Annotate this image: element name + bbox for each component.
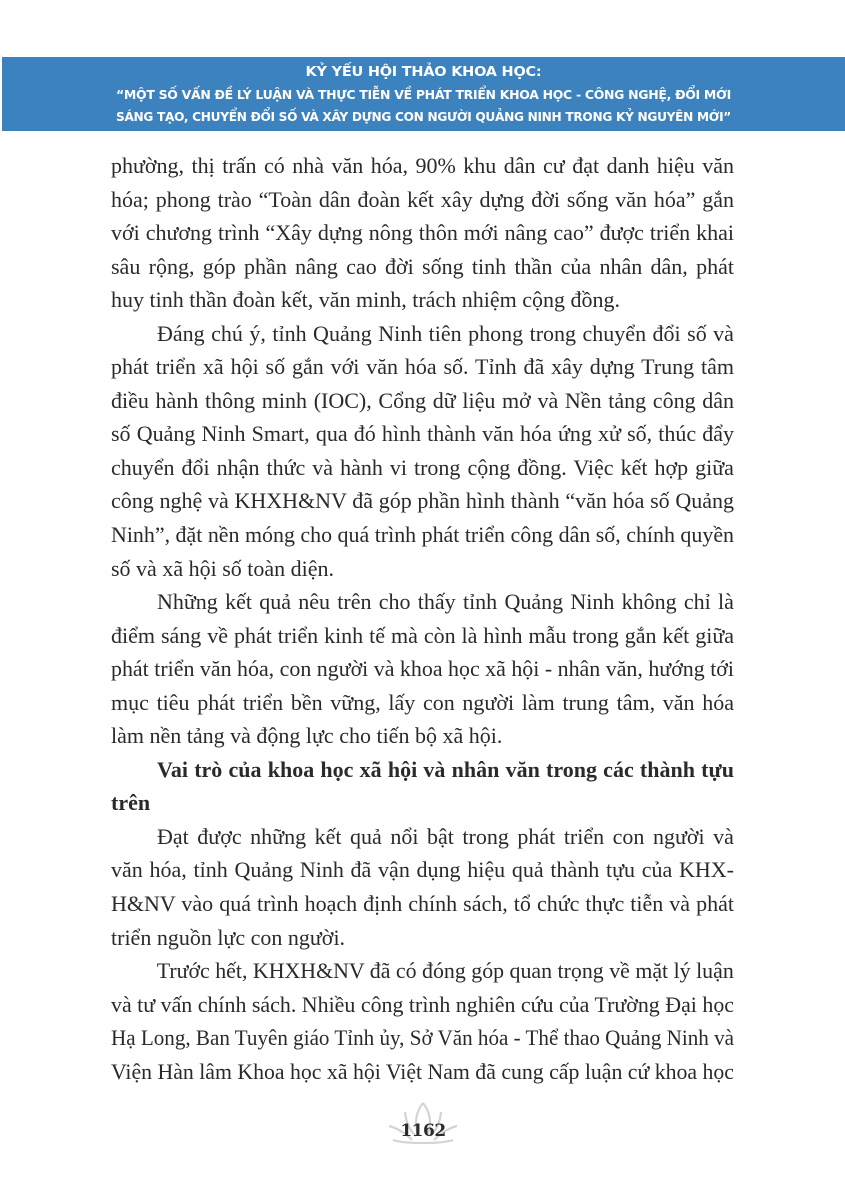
header-subtitle-line-2: SÁNG TẠO, CHUYỂN ĐỔI SỐ VÀ XÂY DỰNG CON NGƯỜI QUẢNG NINH TRONG KỶ NGUYÊN MỚI” <box>115 110 732 124</box>
text-line: hóa; phong trào “Toàn dân đoàn kết xây dựng đời sống văn hóa” gắn <box>111 186 735 212</box>
text-line: phát triển văn hóa, con người và khoa học xã hội - nhân văn, hướng tới <box>111 656 734 682</box>
header-banner <box>2 57 845 131</box>
text-line: huy tinh thần đoàn kết, văn minh, trách nhiệm cộng đồng. <box>111 287 620 313</box>
text-line: Ninh”, đặt nền móng cho quá trình phát triển công dân số, chính quyền <box>111 522 735 548</box>
text-line: Đạt được những kết quả nổi bật trong phát triển con người và <box>157 823 734 849</box>
heading-line: trên <box>111 790 151 816</box>
text-line: phường, thị trấn có nhà văn hóa, 90% khu dân cư đạt danh hiệu văn <box>111 153 734 178</box>
text-line: Những kết quả nêu trên cho thấy tỉnh Quảng Ninh không chỉ là <box>157 589 734 615</box>
body-text <box>111 149 734 1088</box>
text-line: H&NV vào quá trình hoạch định chính sách, tổ chức thực tiễn và phát <box>111 891 734 917</box>
text-line: điểm sáng về phát triển kinh tế mà còn là hình mẫu trong gắn kết giữa <box>111 622 735 648</box>
text-line: triển nguồn lực con người. <box>111 924 346 950</box>
text-line: Trước hết, KHXH&NV đã có đóng góp quan trọng về mặt lý luận <box>156 958 734 984</box>
text-line: số Quảng Ninh Smart, qua đó hình thành văn hóa ứng xử số, thúc đẩy <box>111 421 735 447</box>
text-line: mục tiêu phát triển bền vững, lấy con người làm trung tâm, văn hóa <box>111 689 734 715</box>
header-title: KỶ YẾU HỘI THẢO KHOA HỌC: <box>305 64 542 80</box>
text-line: Hạ Long, Ban Tuyên giáo Tỉnh ủy, Sở Văn hóa - Thể thao Quảng Ninh và <box>111 1025 735 1051</box>
text-line: sâu rộng, góp phần nâng cao đời sống tinh thần của nhân dân, phát <box>111 253 734 279</box>
text-line: làm nền tảng và động lực cho tiến bộ xã hội. <box>111 723 503 749</box>
paragraph <box>111 149 734 317</box>
paragraph <box>111 585 734 753</box>
section-heading <box>111 753 734 820</box>
paragraph <box>111 317 734 585</box>
text-line: với chương trình “Xây dựng nông thôn mới nâng cao” được triển khai <box>111 220 735 246</box>
heading-line: Vai trò của khoa học xã hội và nhân văn trong các thành tựu <box>157 756 734 782</box>
text-line: chuyển đổi nhận thức và hành vi trong cộng đồng. Việc kết hợp giữa <box>111 454 734 480</box>
text-line: điều hành thông minh (IOC), Cổng dữ liệu mở và Nền tảng công dân <box>111 387 735 413</box>
text-line: công nghệ và KHXH&NV đã góp phần hình thành “văn hóa số Quảng <box>111 488 735 514</box>
page-footer <box>385 1100 461 1150</box>
text-line: văn hóa, tỉnh Quảng Ninh đã vận dụng hiệu quả thành tựu của KHX- <box>111 857 734 883</box>
paragraph <box>111 954 734 1088</box>
text-line: và tư vấn chính sách. Nhiều công trình nghiên cứu của Trường Đại học <box>111 991 735 1017</box>
text-line: phát triển xã hội số gắn với văn hóa số. Tỉnh đã xây dựng Trung tâm <box>111 354 734 380</box>
paragraph <box>111 820 734 954</box>
text-line: số và xã hội số toàn diện. <box>111 555 335 581</box>
text-line: Viện Hàn lâm Khoa học xã hội Việt Nam đã cung cấp luận cứ khoa học <box>111 1058 734 1084</box>
page-number: 1162 <box>400 1121 446 1141</box>
header-subtitle-line-1: “MỘT SỐ VẤN ĐỀ LÝ LUẬN VÀ THỰC TIỄN VỀ PHÁT TRIỂN KHOA HỌC - CÔNG NGHỆ, ĐỔI MỚI <box>115 87 731 102</box>
text-line: Đáng chú ý, tỉnh Quảng Ninh tiên phong trong chuyển đổi số và <box>157 320 734 346</box>
